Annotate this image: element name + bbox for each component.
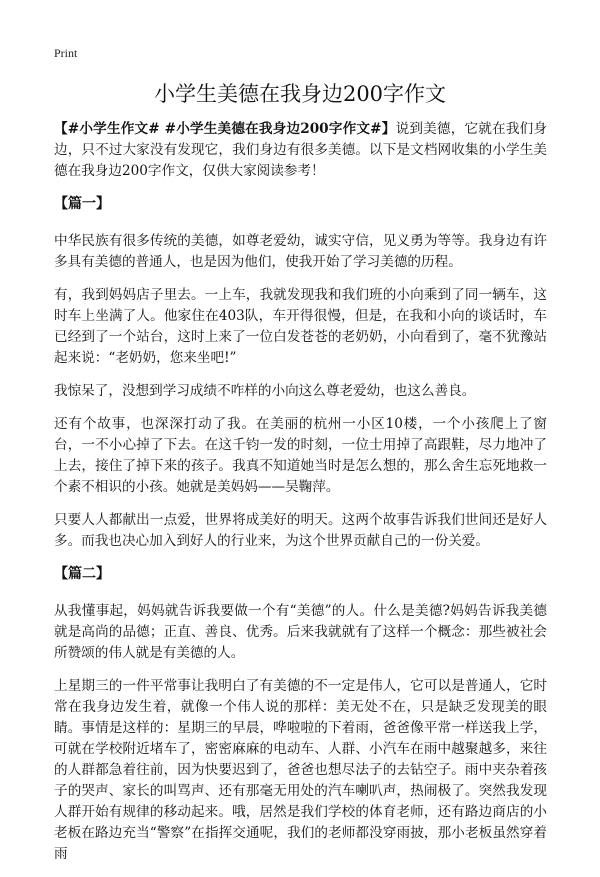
print-link[interactable]: Print (54, 46, 78, 60)
paragraph: 只要人人都献出一点爱，世界将成美好的明天。这两个故事告诉我们世间还是好人多。而我也决心加入到好人的行业来，为这个世界贡献自己的一份关爱。 (54, 512, 547, 549)
article-body (54, 119, 547, 877)
section-heading-1: 【篇一】 (54, 196, 110, 212)
intro-paragraph (54, 119, 547, 182)
paragraph: 我惊呆了，没想到学习成绩不咋样的小向这么尊老爱幼，也这么善良。 (54, 383, 476, 399)
paragraph: 从我懂事起，妈妈就告诉我要做一个有“美德”的人。什么是美德?妈妈告诉我美德就是高尚的品德；正直、善良、优秀。后来我就就有了这样一个概念：那些被社会所赞颂的伟人就是有美德的人。 (54, 603, 547, 661)
paragraph: 上星期三的一件平常事让我明白了有美德的不一定是伟人，它可以是普通人，它时常在我身边发生着，就像一个伟人说的那样：美无处不在，只是缺乏发现美的眼睛。事情是这样的：星期三的早晨，哗啦啦的下着雨，爸爸像平常一样送我上学，可就在学校附近堵车了，密密麻麻的电动车、人群、小汽车在雨中越聚越多，来往的人群都急着往前，因为快要迟到了，爸爸也想尽法子的去钻空子。雨中夹杂着孩子的哭声、家长的叫骂声、还有那毫无用处的汽车喇叭声，热闹极了。突然我发现人群开始有规律的移动起来。哦，居然是我们学校的体育老师，还有路边商店的小老板在路边充当“警察”在指挥交通呢，我们的老师都没穿雨披，那小老板虽然穿着雨 (54, 678, 547, 862)
intro-text: 说到美德，它就在我们身边，只不过大家没有发现它，我们身边有很多美德。以下是文档网收集的小学生美德在我身边200字作文，仅供大家阅读参考！ (54, 121, 548, 179)
intro-tag: 【#小学生作文# #小学生美德在我身边200字作文#】 (54, 121, 396, 137)
paragraph: 还有个故事，也深深打动了我。在美丽的杭州一小区10楼，一个小孩爬上了窗台，一不小心掉了下去。在这千钧一发的时刻，一位士用掉了高跟鞋，尽力地冲了上去，接住了掉下来的孩子。我真不知道她当时是怎么想的，那么舍生忘死地救一个素不相识的小孩。她就是美妈妈——吴鞠萍。 (54, 416, 547, 495)
paragraph: 有，我到妈妈店子里去。一上车，我就发现我和我们班的小向乘到了同一辆车，这时车上坐满了人。他家住在403队，车开得很慢，但是，在我和小向的谈话时，车已经到了一个站台，这时上来了一位白发苍苍的老奶奶，小向看到了，毫不犹豫站起来说：“老奶奶，您来坐吧!” (54, 287, 547, 366)
paragraph: 中华民族有很多传统的美德，如尊老爱幼，诚实守信，见义勇为等等。我身边有许多具有美德的普通人，也是因为他们，使我开始了学习美德的历程。 (54, 233, 547, 270)
section-heading-2: 【篇二】 (54, 566, 110, 582)
page-title: 小学生美德在我身边200字作文 (153, 82, 447, 106)
